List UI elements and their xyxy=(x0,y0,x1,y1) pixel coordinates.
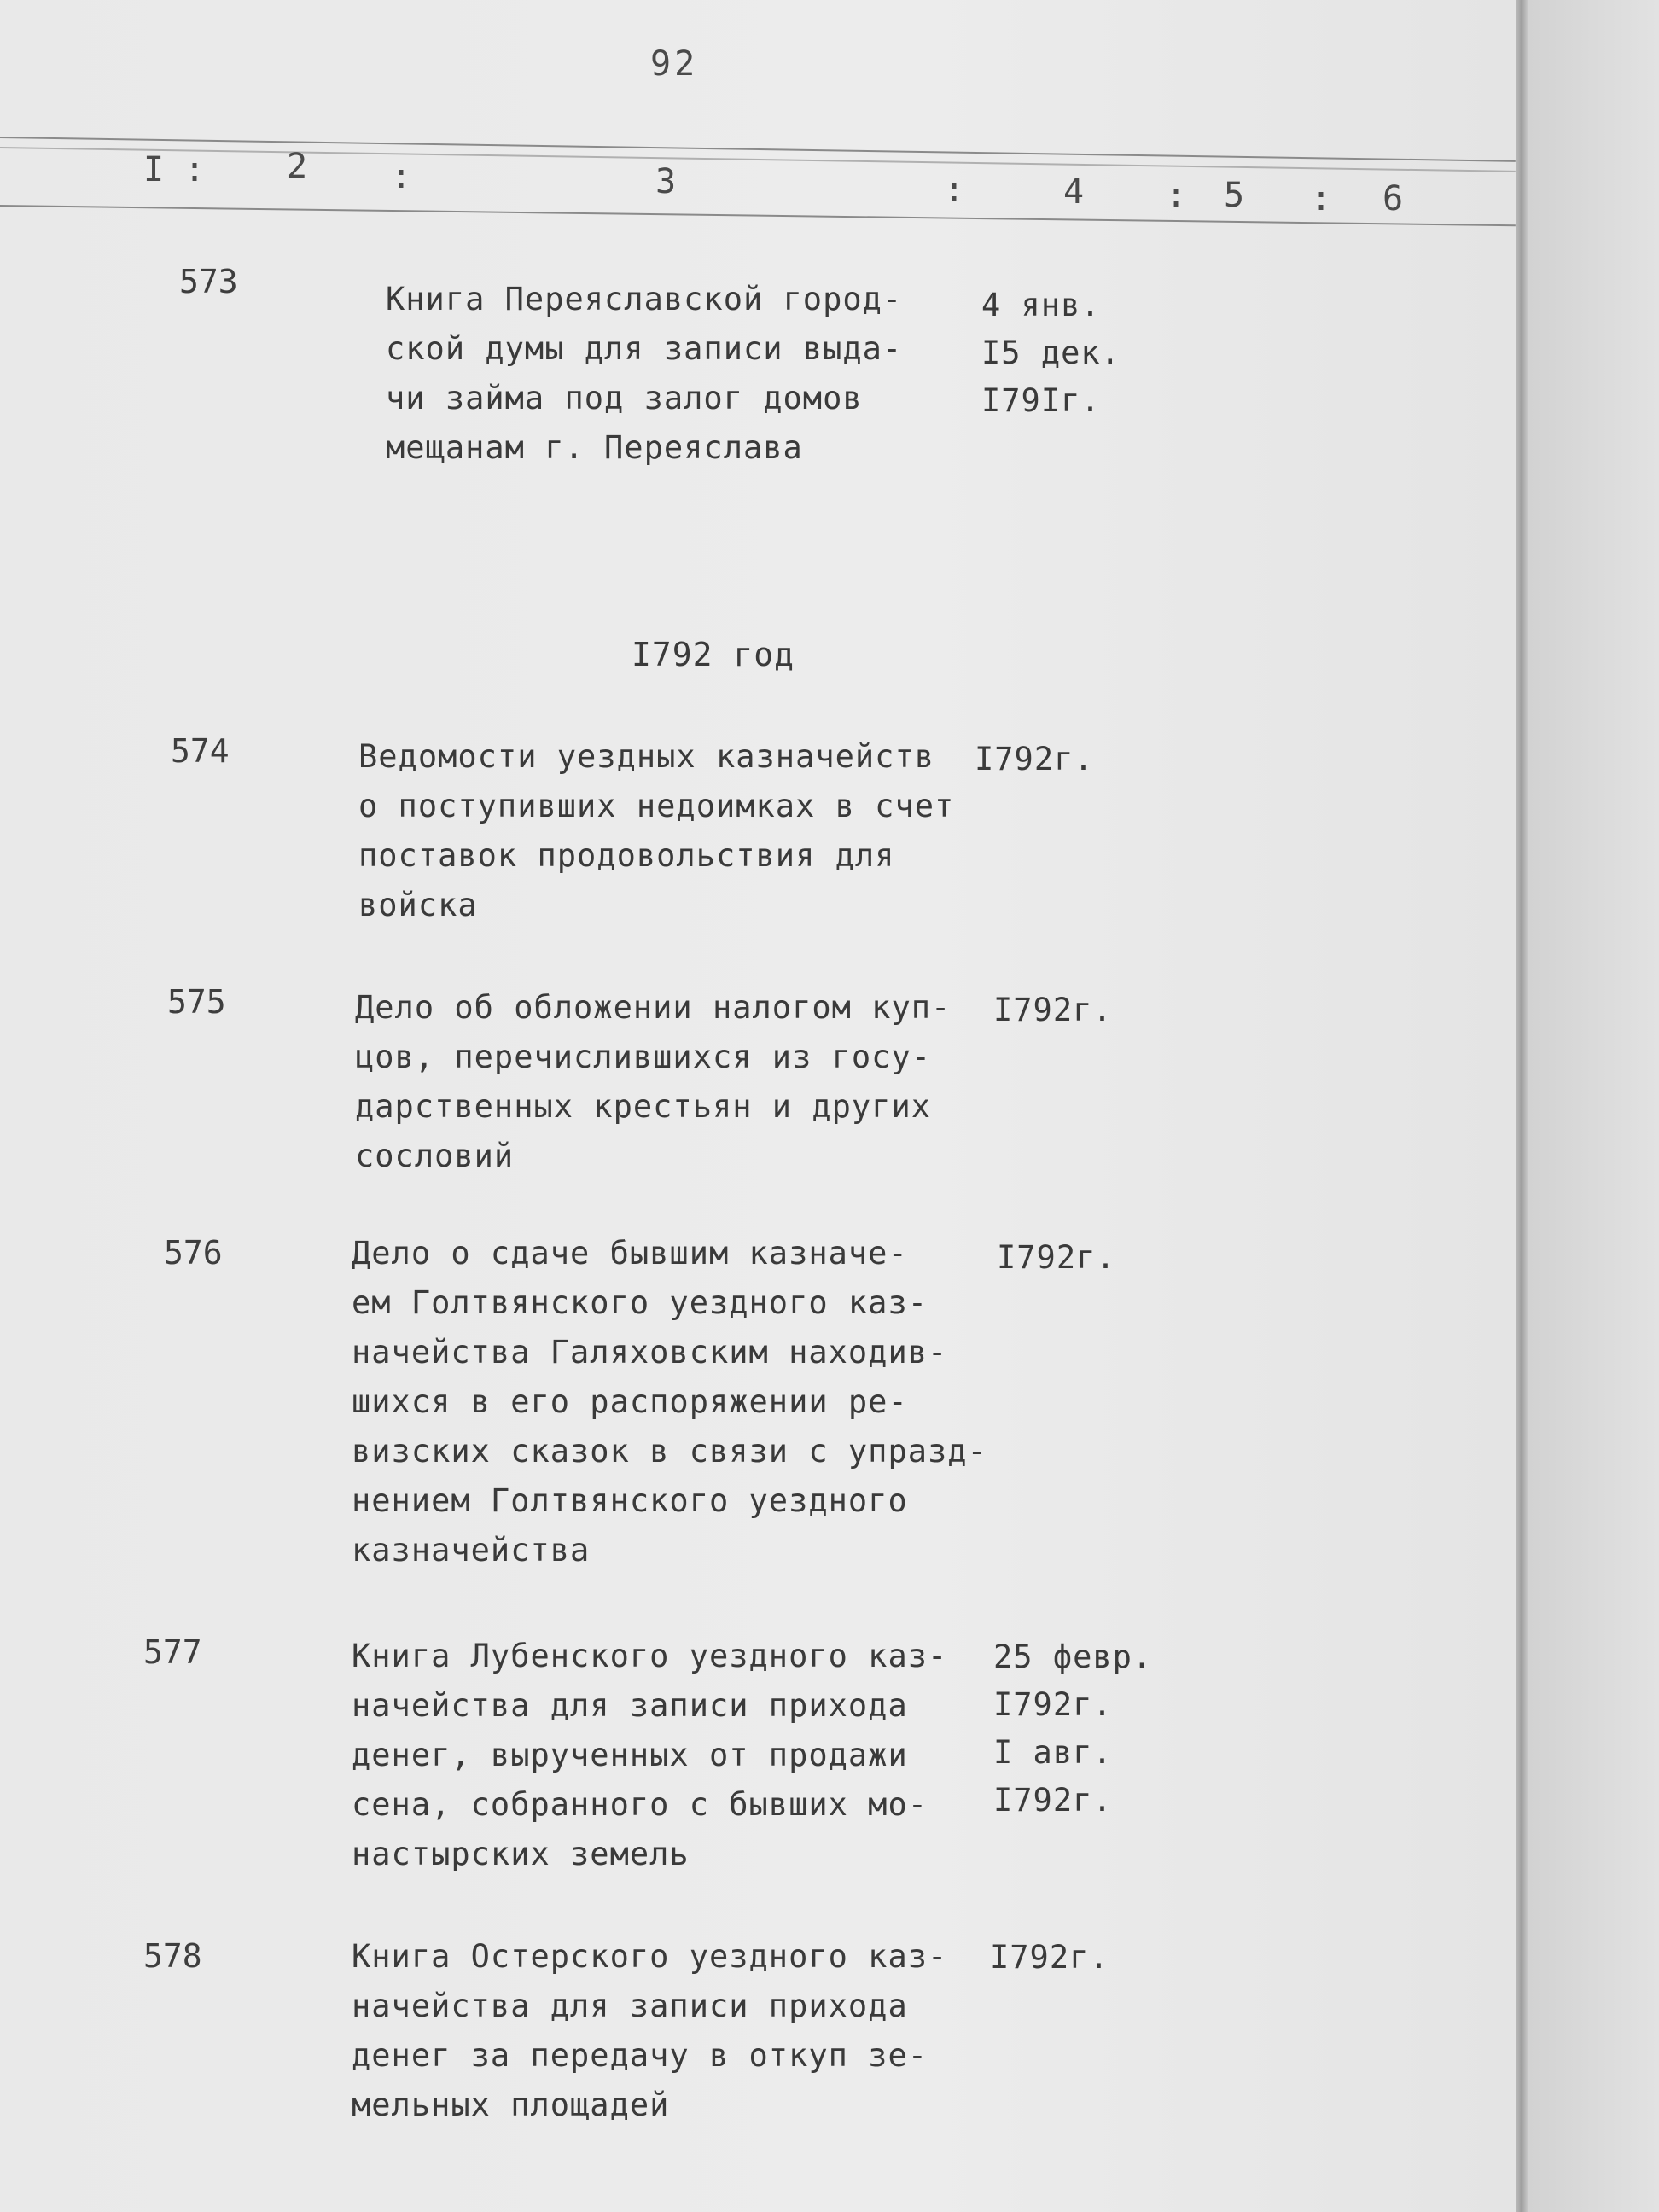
description-line: нением Голтвянского уездного xyxy=(352,1482,908,1519)
column-header-6: 6 xyxy=(1382,179,1404,218)
description-line: начейства Галяховским находив- xyxy=(352,1334,948,1371)
description-line: Дело об обложении налогом куп- xyxy=(355,989,952,1026)
entry-number: 574 xyxy=(171,732,230,770)
description-line: Книга Лубенского уездного каз- xyxy=(352,1638,948,1674)
date-line: I792г. xyxy=(997,1239,1116,1276)
date-line: 4 янв. xyxy=(981,287,1101,323)
date-line: I792г. xyxy=(975,741,1094,777)
entry-dates xyxy=(993,987,1113,1034)
entry-number: 575 xyxy=(167,983,226,1021)
description-line: дарственных крестьян и других xyxy=(355,1088,932,1125)
column-separator: : xyxy=(184,150,206,189)
column-header-3: 3 xyxy=(655,162,677,201)
description-line: Книга Переяславской город- xyxy=(386,281,903,317)
sheet-edge-shadow xyxy=(1516,0,1528,2212)
entry-description xyxy=(355,983,951,1181)
entry-description xyxy=(352,1632,947,1879)
description-line: настырских земель xyxy=(352,1836,690,1872)
description-line: ем Голтвянского уездного каз- xyxy=(352,1284,928,1321)
column-separator: : xyxy=(391,157,412,196)
date-line: I авг. xyxy=(993,1734,1113,1771)
underlying-sheet xyxy=(1528,0,1659,2212)
entry-description xyxy=(386,275,902,473)
description-line: начейства для записи прихода xyxy=(352,1988,908,2024)
entry-description xyxy=(352,1932,947,2130)
entry-number: 577 xyxy=(143,1633,202,1671)
entry-dates xyxy=(975,736,1094,783)
entry-dates xyxy=(997,1234,1116,1282)
description-line: Книга Остерского уездного каз- xyxy=(352,1938,948,1975)
date-line: I792г. xyxy=(993,1782,1113,1819)
entry-dates xyxy=(993,1633,1152,1825)
description-line: цов, перечислившихся из госу- xyxy=(355,1039,932,1075)
date-line: I792г. xyxy=(993,1686,1113,1723)
column-separator: : xyxy=(944,171,965,210)
description-line: начейства для записи прихода xyxy=(352,1687,908,1724)
description-line: Ведомости уездных казначейств xyxy=(358,738,935,775)
description-line: сословий xyxy=(355,1138,515,1174)
description-line: денег за передачу в откуп зе- xyxy=(352,2037,928,2074)
description-line: мельных площадей xyxy=(352,2087,670,2123)
column-header-1: I xyxy=(143,150,165,189)
description-line: денег, вырученных от продажи xyxy=(352,1737,908,1773)
entry-dates xyxy=(981,282,1121,425)
date-line: I792г. xyxy=(990,1939,1109,1976)
date-line: I79Iг. xyxy=(981,382,1101,419)
description-line: ской думы для записи выда- xyxy=(386,330,903,367)
description-line: визских сказок в связи с упразд- xyxy=(352,1433,987,1470)
column-header-5: 5 xyxy=(1224,176,1245,215)
description-line: Дело о сдаче бывшим казначе- xyxy=(352,1235,908,1272)
description-line: сена, собранного с бывших мо- xyxy=(352,1786,928,1823)
entry-number: 578 xyxy=(143,1937,202,1975)
date-line: I792г. xyxy=(993,992,1113,1028)
description-line: поставок продовольствия для xyxy=(358,837,895,874)
entry-description xyxy=(358,732,954,930)
description-line: о поступивших недоимках в счет xyxy=(358,788,955,824)
column-header-2: 2 xyxy=(287,147,308,186)
page-number: 92 xyxy=(650,44,699,84)
column-separator: : xyxy=(1166,176,1187,215)
description-line: чи займа под залог домов xyxy=(386,380,863,416)
date-line: 25 февр. xyxy=(993,1639,1153,1675)
entry-number: 573 xyxy=(179,263,238,300)
description-line: казначейства xyxy=(352,1532,591,1569)
column-separator: : xyxy=(1311,179,1332,218)
description-line: шихся в его распоряжении ре- xyxy=(352,1383,908,1420)
date-line: I5 дек. xyxy=(981,335,1121,371)
description-line: мещанам г. Переяслава xyxy=(386,429,803,466)
column-header-4: 4 xyxy=(1063,172,1085,212)
entry-number: 576 xyxy=(164,1234,223,1272)
entry-dates xyxy=(990,1934,1109,1982)
description-line: войска xyxy=(358,887,478,923)
entry-description xyxy=(352,1229,987,1575)
year-heading: I792 год xyxy=(632,636,795,673)
